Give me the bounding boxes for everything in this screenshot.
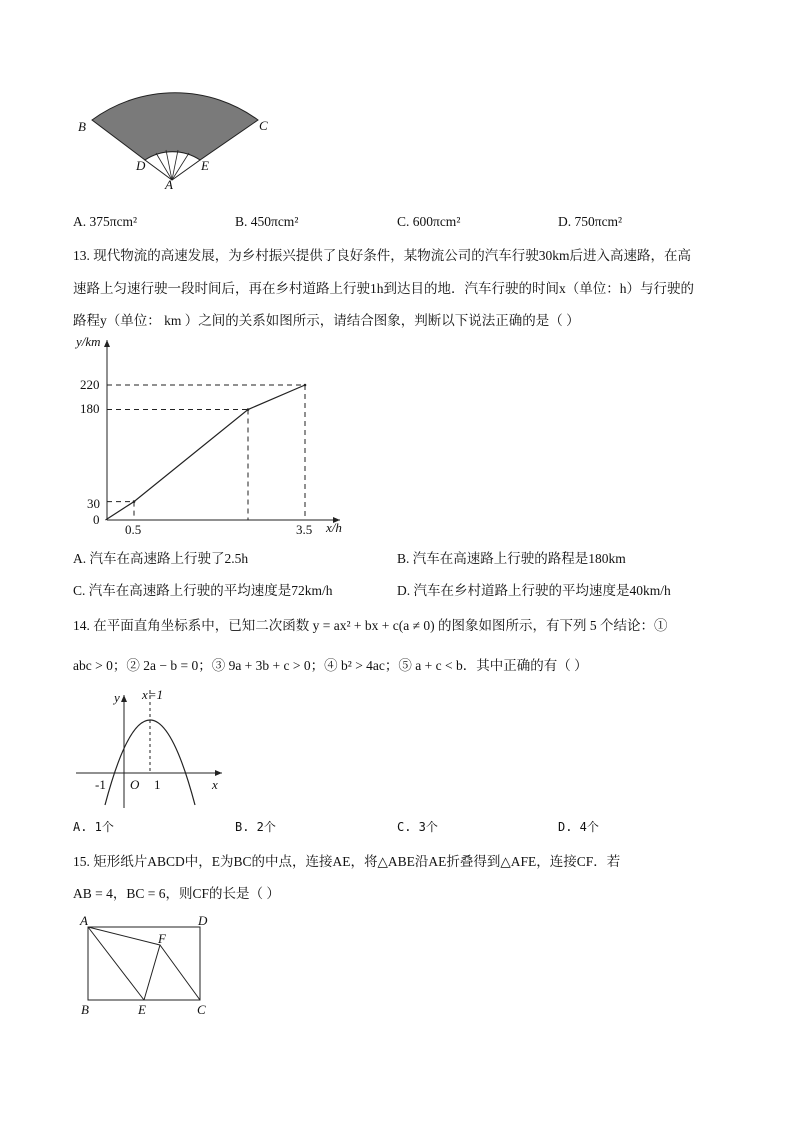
- q14-option-a: A. 1个: [73, 820, 114, 834]
- q13-line-3: 路程y（单位： km ）之间的关系如图所示，请结合图象，判断以下说法正确的是（ ）: [73, 313, 580, 328]
- rectangle-abcd: [88, 927, 200, 1000]
- label-C: C: [197, 1002, 206, 1017]
- label-D: D: [136, 158, 146, 173]
- q14-line-1: 14. 在平面直角坐标系中，已知二次函数 y = ax² + bx + c(a ≠ 0) 的图象如图所示，有下列 5 个结论：①: [73, 618, 668, 633]
- label-neg-one: -1: [95, 777, 106, 792]
- label-y: y: [114, 690, 120, 705]
- q15-line-2: AB = 4，BC = 6，则CF的长是（ ）: [73, 886, 280, 901]
- label-B: B: [81, 1002, 89, 1017]
- label-C: C: [259, 118, 268, 133]
- label-A: A: [80, 913, 88, 928]
- y-axis-label: y/km: [76, 334, 101, 349]
- q14-line-2: abc > 0；② 2a − b = 0；③ 9a + 3b + c > 0；④ b² > 4ac；⑤ a + c < b．其中正确的有（ ）: [73, 658, 588, 673]
- label-origin: O: [130, 777, 140, 792]
- q12-option-c: C. 600πcm²: [397, 214, 461, 229]
- label-E: E: [201, 158, 209, 173]
- q14-option-b: B. 2个: [235, 820, 276, 834]
- q15-line-1: 15. 矩形纸片ABCD中，E为BC的中点，连接AE，将△ABE沿AE折叠得到△AFE，连接CF．若: [73, 854, 621, 869]
- q12-option-d: D. 750πcm²: [558, 214, 623, 229]
- label-A: A: [165, 177, 173, 192]
- y-tick-0: 0: [93, 512, 100, 527]
- x-tick-0.5: 0.5: [125, 522, 142, 537]
- x-tick-3.5: 3.5: [296, 522, 313, 537]
- label-B: B: [78, 119, 86, 134]
- label-one: 1: [154, 777, 161, 792]
- label-axis: x=1: [142, 687, 164, 702]
- fold-lines: [88, 927, 200, 1000]
- q13-option-a: A. 汽车在高速路上行驶了2.5h: [73, 551, 249, 566]
- label-F: F: [158, 931, 166, 946]
- y-tick-220: 220: [80, 377, 100, 392]
- y-tick-180: 180: [80, 401, 100, 416]
- q13-option-b: B. 汽车在高速路上行驶的路程是180km: [397, 551, 626, 566]
- q14-option-d: D. 4个: [558, 820, 599, 834]
- x-axis-label: x/h: [326, 520, 342, 535]
- y-tick-30: 30: [87, 496, 100, 511]
- label-D: D: [198, 913, 208, 928]
- q12-option-b: B. 450πcm²: [235, 214, 299, 229]
- q12-option-a: A. 375πcm²: [73, 214, 138, 229]
- label-E: E: [138, 1002, 146, 1017]
- q14-option-c: C. 3个: [397, 820, 438, 834]
- label-x: x: [212, 777, 218, 792]
- q13-line-2: 速路上匀速行驶一段时间后，再在乡村道路上行驶1h到达目的地．汽车行驶的时间x（单位：h）与行驶的: [73, 281, 694, 296]
- q13-line-1: 13. 现代物流的高速发展，为乡村振兴提供了良好条件，某物流公司的汽车行驶30km后进入高速路，在高: [73, 248, 691, 263]
- q13-option-c: C. 汽车在高速路上行驶的平均速度是72km/h: [73, 583, 333, 598]
- q13-option-d: D. 汽车在乡村道路上行驶的平均速度是40km/h: [397, 583, 671, 598]
